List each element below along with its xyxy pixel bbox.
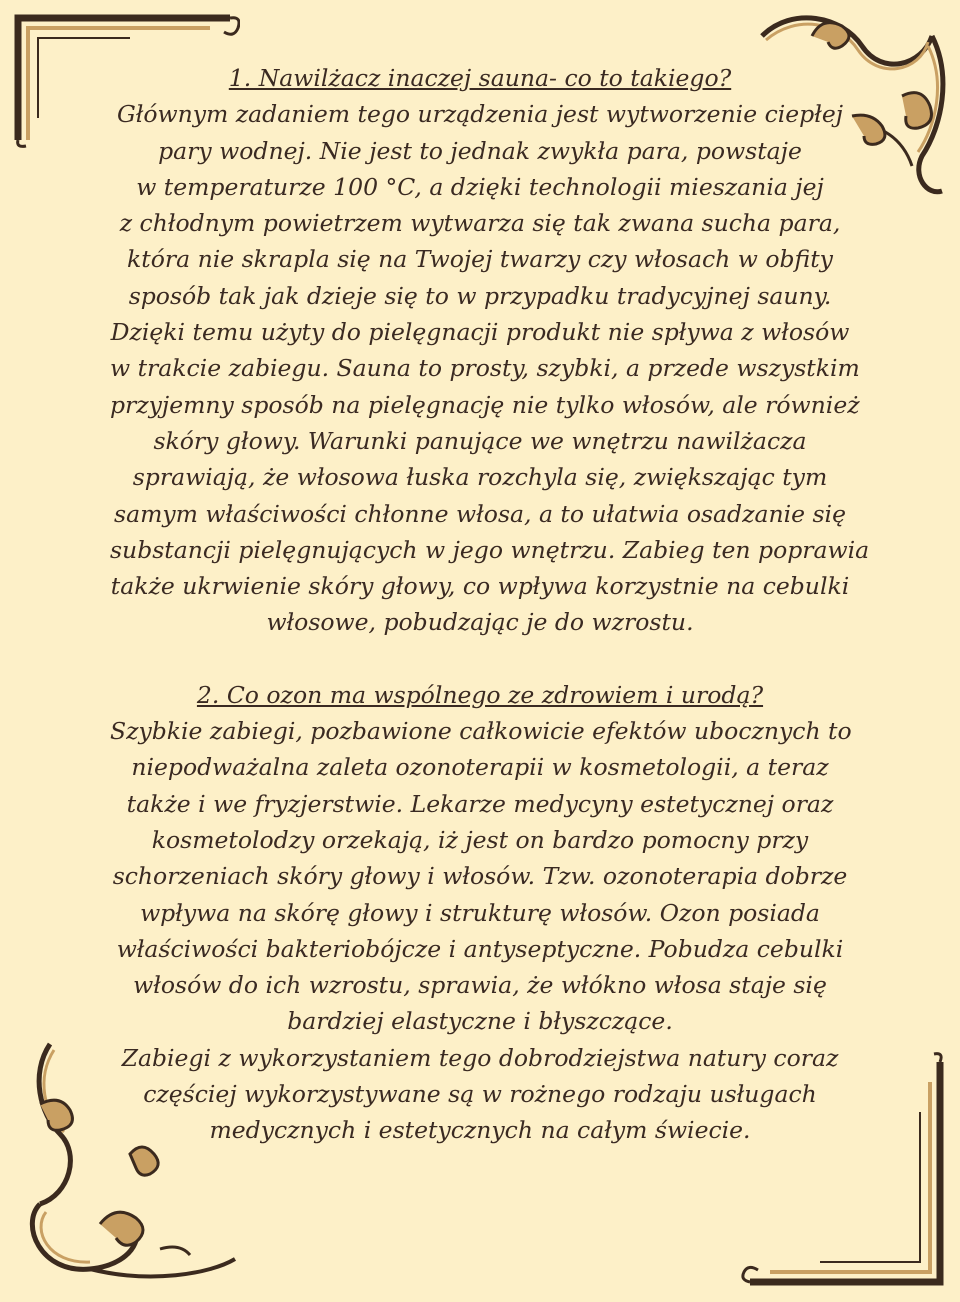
section-2-line: niepodważalna zaleta ozonoterapii w kosmetologii, a teraz xyxy=(131,753,829,782)
section-1-heading: 1. Nawilżacz inaczej sauna- co to takiego? xyxy=(228,64,732,92)
section-2-heading: 2. Co ozon ma wspólnego ze zdrowiem i urodą? xyxy=(196,680,764,709)
section-1-line: Głównym zadaniem tego urządzenia jest wytworzenie ciepłej xyxy=(116,100,844,129)
section-2-line: Szybkie zabiegi, pozbawione całkowicie efektów ubocznych to xyxy=(110,717,852,746)
section-2-line: bardziej elastyczne i błyszczące. xyxy=(287,1007,673,1036)
section-1-line: która nie skrapla się na Twojej twarzy czy włosach w obfity xyxy=(127,245,833,274)
section-1-line: substancji pielęgnujących w jego wnętrzu. Zabieg ten poprawia xyxy=(110,535,870,564)
section-1-line: w temperaturze 100 °C, a dzięki technologii mieszania jej xyxy=(136,172,824,201)
section-1-line: z chłodnym powietrzem wytwarza się tak zwana sucha para, xyxy=(119,209,841,238)
section-1-line: sprawiają, że włosowa łuska rozchyla się, zwiększając tym xyxy=(132,463,828,492)
section-1-line: Dzięki temu użyty do pielęgnacji produkt nie spływa z włosów xyxy=(110,318,850,347)
section-2-line: właściwości bakteriobójcze i antyseptyczne. Pobudza cebulki xyxy=(116,934,844,963)
document-body xyxy=(110,60,870,1149)
section-1-line: pary wodnej. Nie jest to jednak zwykła para, powstaje xyxy=(158,136,802,165)
section-2-line: kosmetolodzy orzekają, iż jest on bardzo pomocny przy xyxy=(151,825,809,854)
section-2-line: Zabiegi z wykorzystaniem tego dobrodziejstwa natury coraz xyxy=(121,1043,839,1072)
section-1-line: sposób tak jak dzieje się to w przypadku tradycyjnej sauny. xyxy=(128,281,832,310)
section-1-line: przyjemny sposób na pielęgnację nie tylko włosów, ale również xyxy=(110,390,860,419)
section-1-line: samym właściwości chłonne włosa, a to ułatwia osadzanie się xyxy=(114,499,846,528)
section-2-line: medycznych i estetycznych na całym świecie. xyxy=(209,1116,751,1145)
section-2-line: wpływa na skórę głowy i strukturę włosów. Ozon posiada xyxy=(140,898,820,927)
section-2-line: częściej wykorzystywane są w rożnego rodzaju usługach xyxy=(143,1080,817,1109)
section-1 xyxy=(110,60,870,641)
section-2 xyxy=(110,677,850,1149)
section-spacer xyxy=(110,641,850,677)
section-1-line: skóry głowy. Warunki panujące we wnętrzu nawilżacza xyxy=(153,426,807,455)
section-1-line: w trakcie zabiegu. Sauna to prosty, szybki, a przede wszystkim xyxy=(110,354,860,383)
section-1-line: także ukrwienie skóry głowy, co wpływa korzystnie na cebulki xyxy=(110,572,850,601)
section-2-line: także i we fryzjerstwie. Lekarze medycyny estetycznej oraz xyxy=(126,789,834,818)
section-1-line: włosowe, pobudzając je do wzrostu. xyxy=(266,608,694,637)
section-2-line: schorzeniach skóry głowy i włosów. Tzw. ozonoterapia dobrze xyxy=(112,862,848,891)
section-2-line: włosów do ich wzrostu, sprawia, że włókno włosa staje się xyxy=(133,971,827,1000)
